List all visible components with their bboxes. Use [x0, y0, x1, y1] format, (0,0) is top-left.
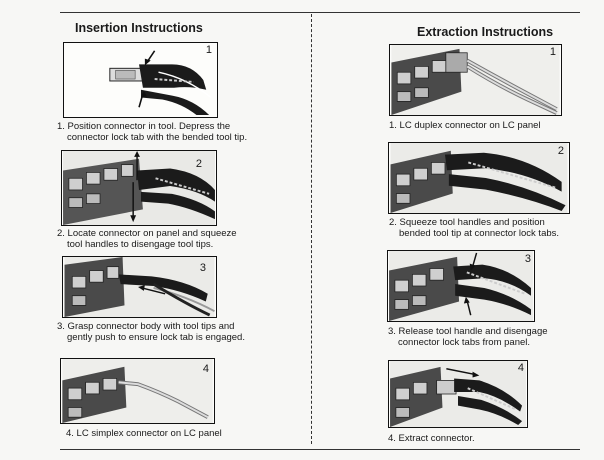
- caption-line: 3. Release tool handle and disengage: [388, 326, 548, 337]
- caption-line: bended tool tip at connector lock tabs.: [399, 228, 560, 239]
- insertion-step-1-caption: [57, 121, 247, 143]
- caption-line: 4. Extract connector.: [388, 433, 475, 444]
- column-divider: [311, 14, 312, 444]
- extraction-step-3-caption: [388, 326, 548, 348]
- extract-connector-illustration: [389, 361, 527, 427]
- caption-line: connector lock tabs from panel.: [398, 337, 531, 348]
- step-number: 1: [549, 46, 556, 58]
- lc-duplex-panel-illustration: [390, 45, 561, 115]
- caption-line: 1. Position connector in tool. Depress the: [57, 121, 231, 132]
- step-number: 3: [524, 253, 531, 265]
- insertion-step-2-caption: [57, 228, 237, 250]
- extraction-step-4-caption: [388, 433, 475, 444]
- insertion-heading: Insertion Instructions: [75, 21, 203, 35]
- caption-line: gently push to ensure lock tab is engaged.: [67, 332, 245, 343]
- extraction-step-2-figure: [388, 142, 570, 214]
- caption-line: 3. Grasp connector body with tool tips and: [57, 321, 235, 332]
- insertion-step-3-figure: [62, 256, 217, 318]
- step-number: 4: [202, 363, 209, 375]
- bottom-rule: [60, 449, 580, 450]
- squeeze-tool-position-illustration: [389, 143, 569, 213]
- step-number: 2: [195, 158, 202, 170]
- extraction-step-1-caption: [389, 120, 541, 131]
- caption-line: 4. LC simplex connector on LC panel: [66, 428, 222, 439]
- step-number: 3: [199, 262, 206, 274]
- caption-line: 2. Squeeze tool handles and position: [389, 217, 545, 228]
- top-rule: [60, 12, 580, 13]
- extraction-step-4-figure: [388, 360, 528, 428]
- grasp-connector-illustration: [63, 257, 216, 317]
- insertion-step-4-figure: [60, 358, 215, 424]
- extraction-step-2-caption: [389, 217, 559, 239]
- extraction-step-1-figure: [389, 44, 562, 116]
- extraction-heading: Extraction Instructions: [417, 25, 554, 39]
- insertion-step-4-caption: [66, 428, 222, 439]
- caption-line: 1. LC duplex connector on LC panel: [389, 120, 541, 131]
- connector-panel-squeeze-illustration: [62, 151, 216, 225]
- insertion-step-1-figure: [63, 42, 218, 118]
- release-tool-handle-illustration: [388, 251, 534, 321]
- tool-with-connector-illustration: [64, 43, 217, 117]
- caption-line: 2. Locate connector on panel and squeeze: [57, 228, 237, 239]
- step-number: 4: [517, 362, 524, 374]
- step-number: 1: [205, 44, 212, 56]
- lc-simplex-panel-illustration: [61, 359, 214, 423]
- insertion-step-3-caption: [57, 321, 245, 343]
- caption-line: connector lock tab with the bended tool tip.: [67, 132, 248, 143]
- extraction-step-3-figure: [387, 250, 535, 322]
- caption-line: tool handles to disengage tool tips.: [67, 239, 214, 250]
- step-number: 2: [557, 145, 564, 157]
- insertion-step-2-figure: [61, 150, 217, 226]
